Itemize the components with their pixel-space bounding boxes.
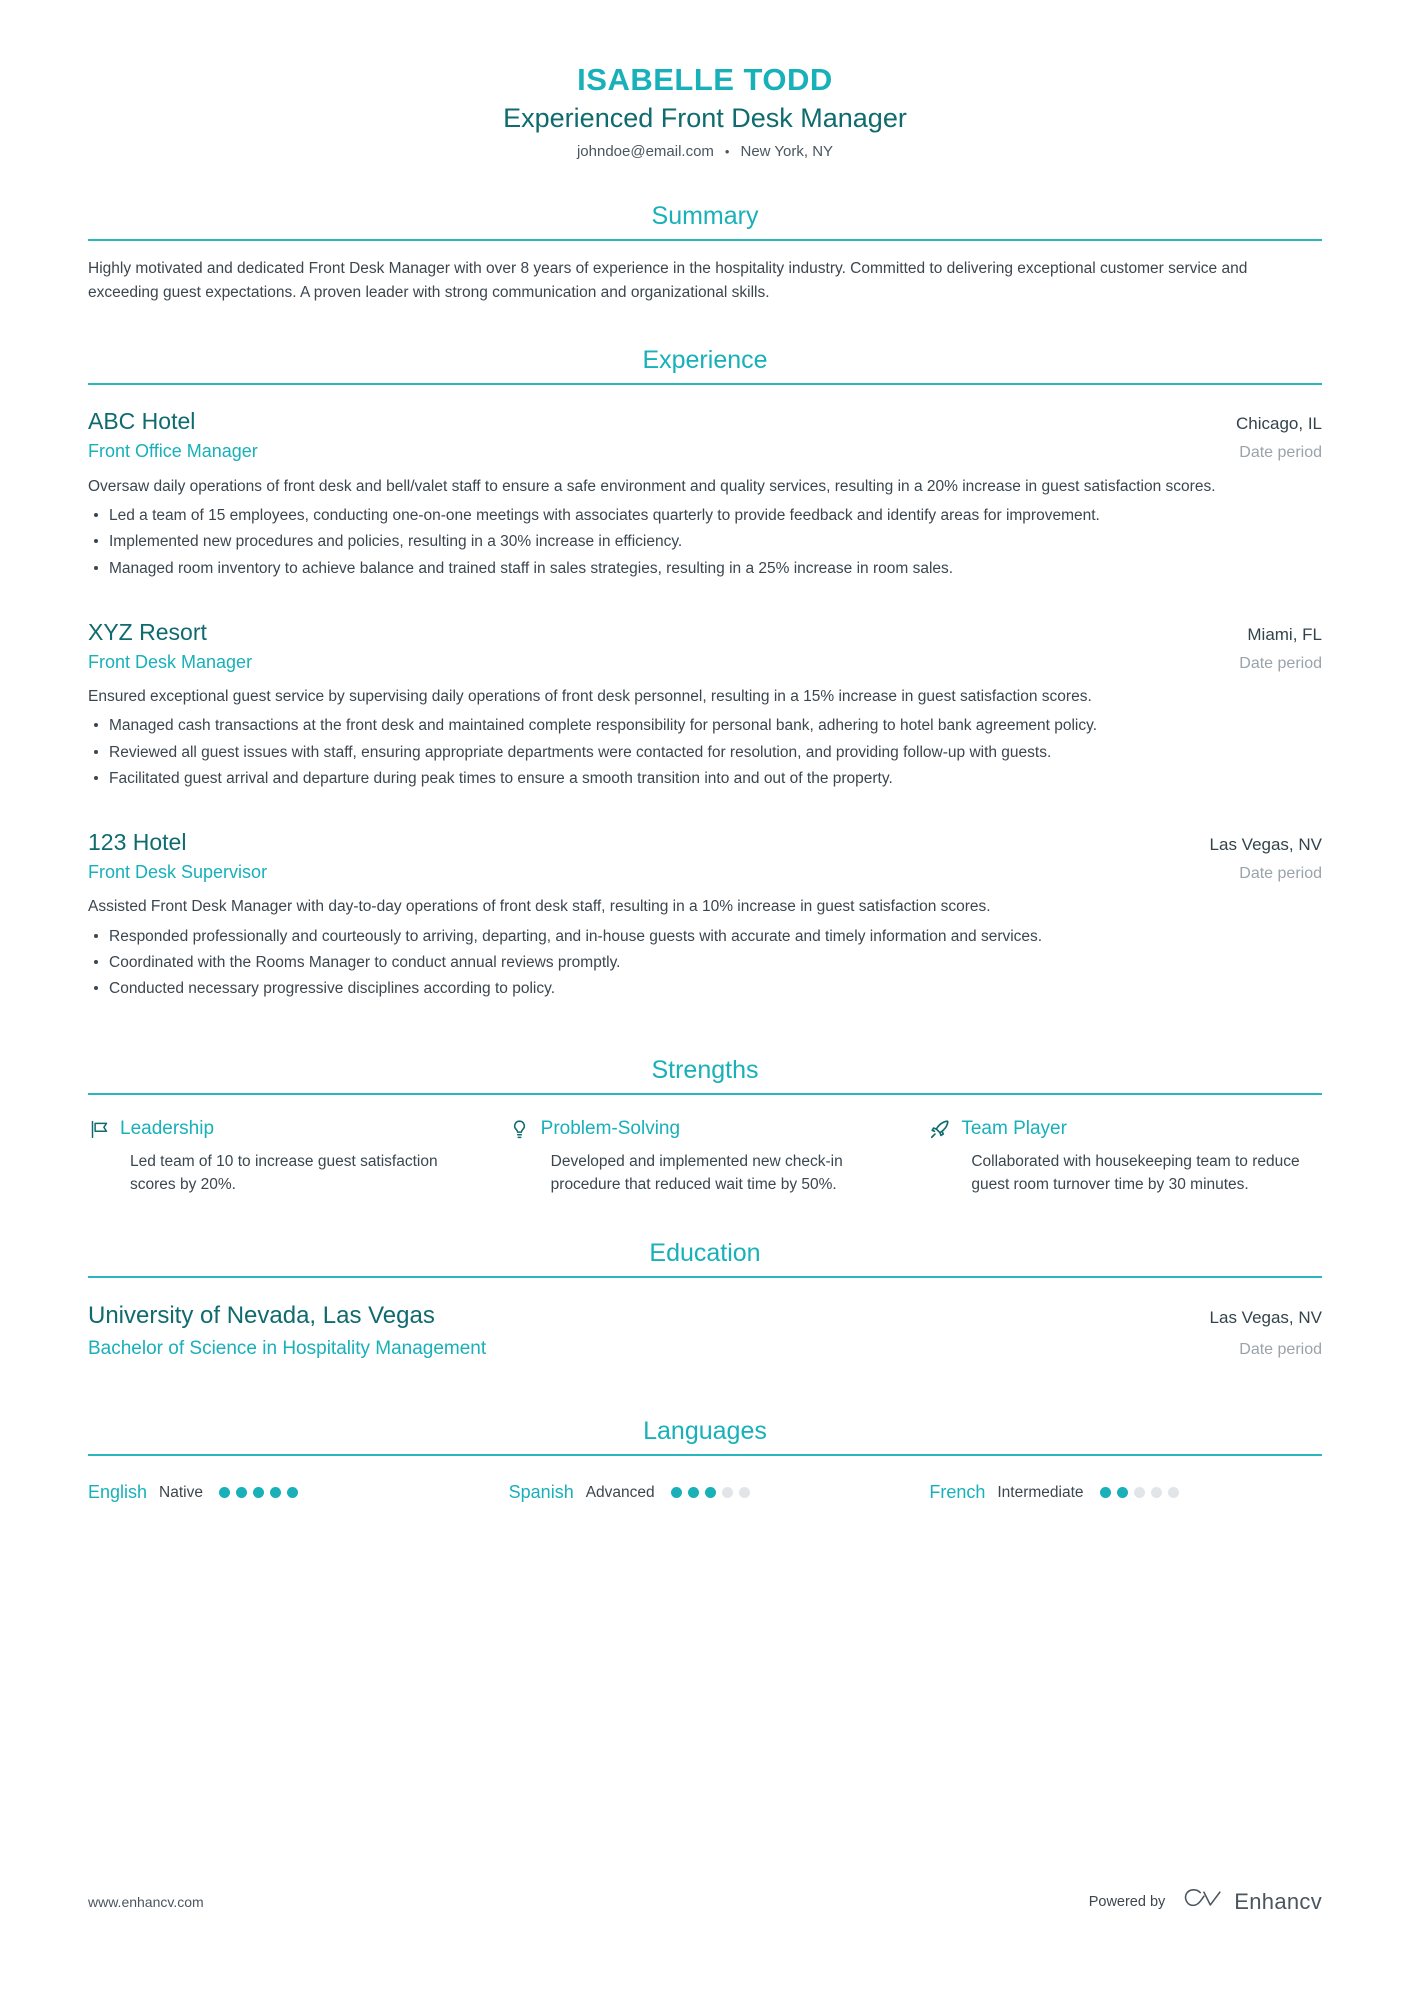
experience-bullet: Coordinated with the Rooms Manager to conduct annual reviews promptly.: [88, 951, 1322, 974]
experience-location: Chicago, IL: [1236, 414, 1322, 434]
section-experience: [88, 346, 1322, 1014]
proficiency-dot-filled: [705, 1487, 716, 1498]
experience-description: Assisted Front Desk Manager with day-to-day operations of front desk staff, resulting in a 10% increase in guest satisfaction scores.: [88, 898, 991, 916]
section-title-strengths: Strengths: [651, 1056, 759, 1085]
proficiency-dot-filled: [1100, 1487, 1111, 1498]
language-level: Advanced: [585, 1483, 655, 1501]
lightbulb-icon: [509, 1118, 531, 1140]
experience-date: Date period: [1239, 864, 1322, 882]
strengths-grid: [88, 1117, 1322, 1196]
contact-location: New York, NY: [740, 143, 834, 161]
strength-name: Leadership: [120, 1118, 215, 1140]
education-school: University of Nevada, Las Vegas: [88, 1301, 435, 1329]
proficiency-dot-filled: [270, 1487, 281, 1498]
strength-item: [88, 1117, 481, 1196]
experience-date: Date period: [1239, 654, 1322, 672]
proficiency-dot-empty: [722, 1487, 733, 1498]
section-title-experience: Experience: [642, 346, 768, 375]
enhancv-brand: [1182, 1886, 1322, 1917]
candidate-name: ISABELLE TODD: [577, 62, 833, 97]
experience-bullet: Implemented new procedures and policies, resulting in a 30% increase in efficiency.: [88, 530, 1322, 553]
contact-email[interactable]: johndoe@email.com: [576, 143, 714, 161]
experience-entry: [88, 407, 1322, 593]
language-proficiency-dots: [219, 1487, 298, 1498]
language-item: [509, 1482, 902, 1503]
flag-icon: [88, 1118, 110, 1140]
language-proficiency-dots: [1100, 1487, 1179, 1498]
proficiency-dot-filled: [219, 1487, 230, 1498]
strength-description: Developed and implemented new check-in procedure that reduced wait time by 50%.: [550, 1153, 843, 1194]
footer-website-link[interactable]: www.enhancv.com: [88, 1893, 204, 1910]
strength-name: Problem-Solving: [540, 1118, 681, 1140]
language-name: English: [88, 1482, 148, 1503]
experience-company: XYZ Resort: [88, 618, 207, 645]
proficiency-dot-filled: [671, 1487, 682, 1498]
language-item: [929, 1482, 1322, 1503]
section-languages: [88, 1417, 1322, 1503]
language-proficiency-dots: [671, 1487, 750, 1498]
strength-description: Led team of 10 to increase guest satisfaction scores by 20%.: [130, 1153, 438, 1194]
experience-location: Las Vegas, NV: [1209, 835, 1322, 855]
proficiency-dot-filled: [236, 1487, 247, 1498]
proficiency-dot-empty: [739, 1487, 750, 1498]
proficiency-dot-filled: [287, 1487, 298, 1498]
powered-by-label: Powered by: [1088, 1893, 1166, 1910]
experience-location: Miami, FL: [1247, 624, 1322, 644]
proficiency-dot-empty: [1151, 1487, 1162, 1498]
proficiency-dot-filled: [253, 1487, 264, 1498]
resume-header: [88, 0, 1322, 160]
enhancv-brand-name: Enhancv: [1234, 1888, 1322, 1914]
section-education: [88, 1239, 1322, 1376]
candidate-job-title: Experienced Front Desk Manager: [503, 102, 907, 133]
section-summary: [88, 202, 1322, 304]
proficiency-dot-filled: [688, 1487, 699, 1498]
strength-item: [509, 1117, 902, 1196]
experience-entry: [88, 618, 1322, 804]
experience-bullet: Managed room inventory to achieve balance and trained staff in sales strategies, resulting in a 25% increase in room sales.: [88, 557, 1322, 580]
section-title-languages: Languages: [643, 1417, 767, 1446]
experience-date: Date period: [1239, 444, 1322, 462]
education-location: Las Vegas, NV: [1209, 1307, 1322, 1327]
language-level: Intermediate: [997, 1483, 1084, 1501]
experience-description: Oversaw daily operations of front desk and bell/valet staff to ensure a safe environment and quality services, resulting in a 20% increase in guest satisfaction scores.: [88, 477, 1216, 495]
experience-bullet: Managed cash transactions at the front desk and maintained complete responsibility for personal bank, adhering to hotel bank agreement policy.: [88, 714, 1322, 737]
proficiency-dot-empty: [1168, 1487, 1179, 1498]
rocket-icon: [929, 1118, 951, 1140]
bullet-separator-icon: •: [724, 144, 730, 160]
languages-grid: [88, 1482, 1322, 1503]
strength-item: [929, 1117, 1322, 1196]
proficiency-dot-filled: [1117, 1487, 1128, 1498]
proficiency-dot-empty: [1134, 1487, 1145, 1498]
section-title-summary: Summary: [651, 202, 759, 231]
page-footer: [88, 1886, 1322, 1917]
experience-bullet-list: [88, 925, 1322, 1001]
experience-company: ABC Hotel: [88, 408, 196, 435]
experience-bullet: Conducted necessary progressive disciplines according to policy.: [88, 977, 1322, 1000]
section-strengths: [88, 1056, 1322, 1196]
experience-bullet: Reviewed all guest issues with staff, ensuring appropriate departments were contacted for resolution, and providing follow-up with guests.: [88, 741, 1322, 764]
experience-role: Front Desk Manager: [88, 651, 253, 672]
experience-description: Ensured exceptional guest service by supervising daily operations of front desk personnel, resulting in a 15% increase in guest satisfaction scores.: [88, 688, 1092, 706]
experience-bullet-list: [88, 504, 1322, 580]
strength-description: Collaborated with housekeeping team to reduce guest room turnover time by 30 minutes.: [971, 1153, 1300, 1194]
summary-text: Highly motivated and dedicated Front Desk Manager with over 8 years of experience in the hospitality industry. Committed to delivering exceptional customer service and exceeding guest expectations. A proven leader with strong communication and organizational skills.: [88, 260, 1248, 301]
contact-info: [88, 143, 1322, 160]
experience-entry: [88, 828, 1322, 1014]
language-item: [88, 1482, 481, 1503]
experience-role: Front Desk Supervisor: [88, 861, 268, 882]
experience-bullet-list: [88, 714, 1322, 790]
enhancv-logo-icon: [1182, 1886, 1224, 1917]
experience-bullet: Led a team of 15 employees, conducting one-on-one meetings with associates quarterly to provide feedback and identify areas for improvement.: [88, 504, 1322, 527]
education-entry: [88, 1300, 1322, 1376]
strength-name: Team Player: [961, 1118, 1067, 1140]
experience-bullet: Responded professionally and courteously to arriving, departing, and in-house guests with accurate and timely information and services.: [88, 925, 1322, 948]
experience-role: Front Office Manager: [88, 441, 258, 462]
experience-company: 123 Hotel: [88, 829, 187, 856]
language-level: Native: [159, 1483, 203, 1501]
education-date: Date period: [1239, 1340, 1322, 1358]
language-name: French: [929, 1482, 986, 1503]
section-title-education: Education: [649, 1238, 761, 1267]
language-name: Spanish: [508, 1482, 574, 1503]
experience-bullet: Facilitated guest arrival and departure during peak times to ensure a smooth transition into and out of the property.: [88, 767, 1322, 790]
education-degree: Bachelor of Science in Hospitality Management: [88, 1337, 487, 1359]
